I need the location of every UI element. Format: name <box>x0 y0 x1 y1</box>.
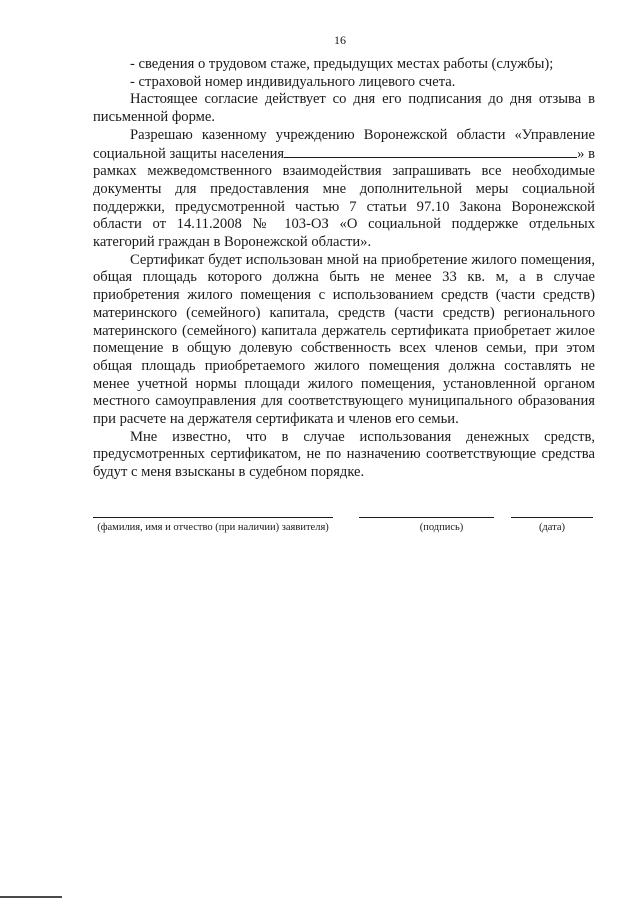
scan-edge-mark <box>0 896 62 898</box>
applicant-name-line <box>93 517 333 518</box>
paragraph-authorization <box>93 127 595 252</box>
paragraph-certificate-use: Сертификат будет использован мной на приобретение жилого помещения, общая площадь которого должна быть не менее 33 кв. м, а в случае приобретения жилого помещения с использованием средств (части средств) материнского (семейного) капитала, средств (части средств) регионального материнского (семейного) капитала держатель сертификата приобретает жилое помещение в общую долевую собственность всех членов семьи, при этом общая площадь приобретаемого жилого помещения должна составлять не менее учетной нормы площади жилого помещения, установленной органом местного самоуправления для соответствующего муниципального образования при расчете на держателя сертификата и членов его семьи. <box>93 251 595 428</box>
applicant-name-label: (фамилия, имя и отчество (при наличии) заявителя) <box>97 522 329 533</box>
date-line <box>511 517 593 518</box>
paragraph-liability: Мне известно, что в случае использования денежных средств, предусмотренных сертификатом, не по назначению соответствующие средства будут с меня взысканы в судебном порядке. <box>93 428 595 481</box>
signature-label: (подпись) <box>419 522 464 533</box>
document-body <box>93 56 595 482</box>
agency-name-blank <box>284 145 577 158</box>
page-number: 16 <box>334 33 346 47</box>
paragraph-insurance-number: - страховой номер индивидуального лицевого счета. <box>130 73 456 90</box>
signature-line <box>359 517 494 518</box>
authorization-text-end: » в рамках межведомственного взаимодействия запрашивать все необходимые документы для предоставления мне дополнительной меры социальной поддержки, предусмотренной частью 7 статьи 97.10 Закона Воронежской области от 14.11.2008 № 103-ОЗ «О социальной поддержке отдельных категорий граждан в Воронежской области». <box>93 145 595 251</box>
paragraph-work-history: - сведения о трудовом стаже, предыдущих местах работы (службы); <box>130 56 554 72</box>
authorization-text-start: Разрешаю казенному учреждению Воронежской области «Управление социальной защиты населения <box>93 126 595 162</box>
paragraph-consent-validity: Настоящее согласие действует со дня его подписания до дня отзыва в письменной форме. <box>93 91 595 126</box>
date-label: (дата) <box>538 522 566 533</box>
